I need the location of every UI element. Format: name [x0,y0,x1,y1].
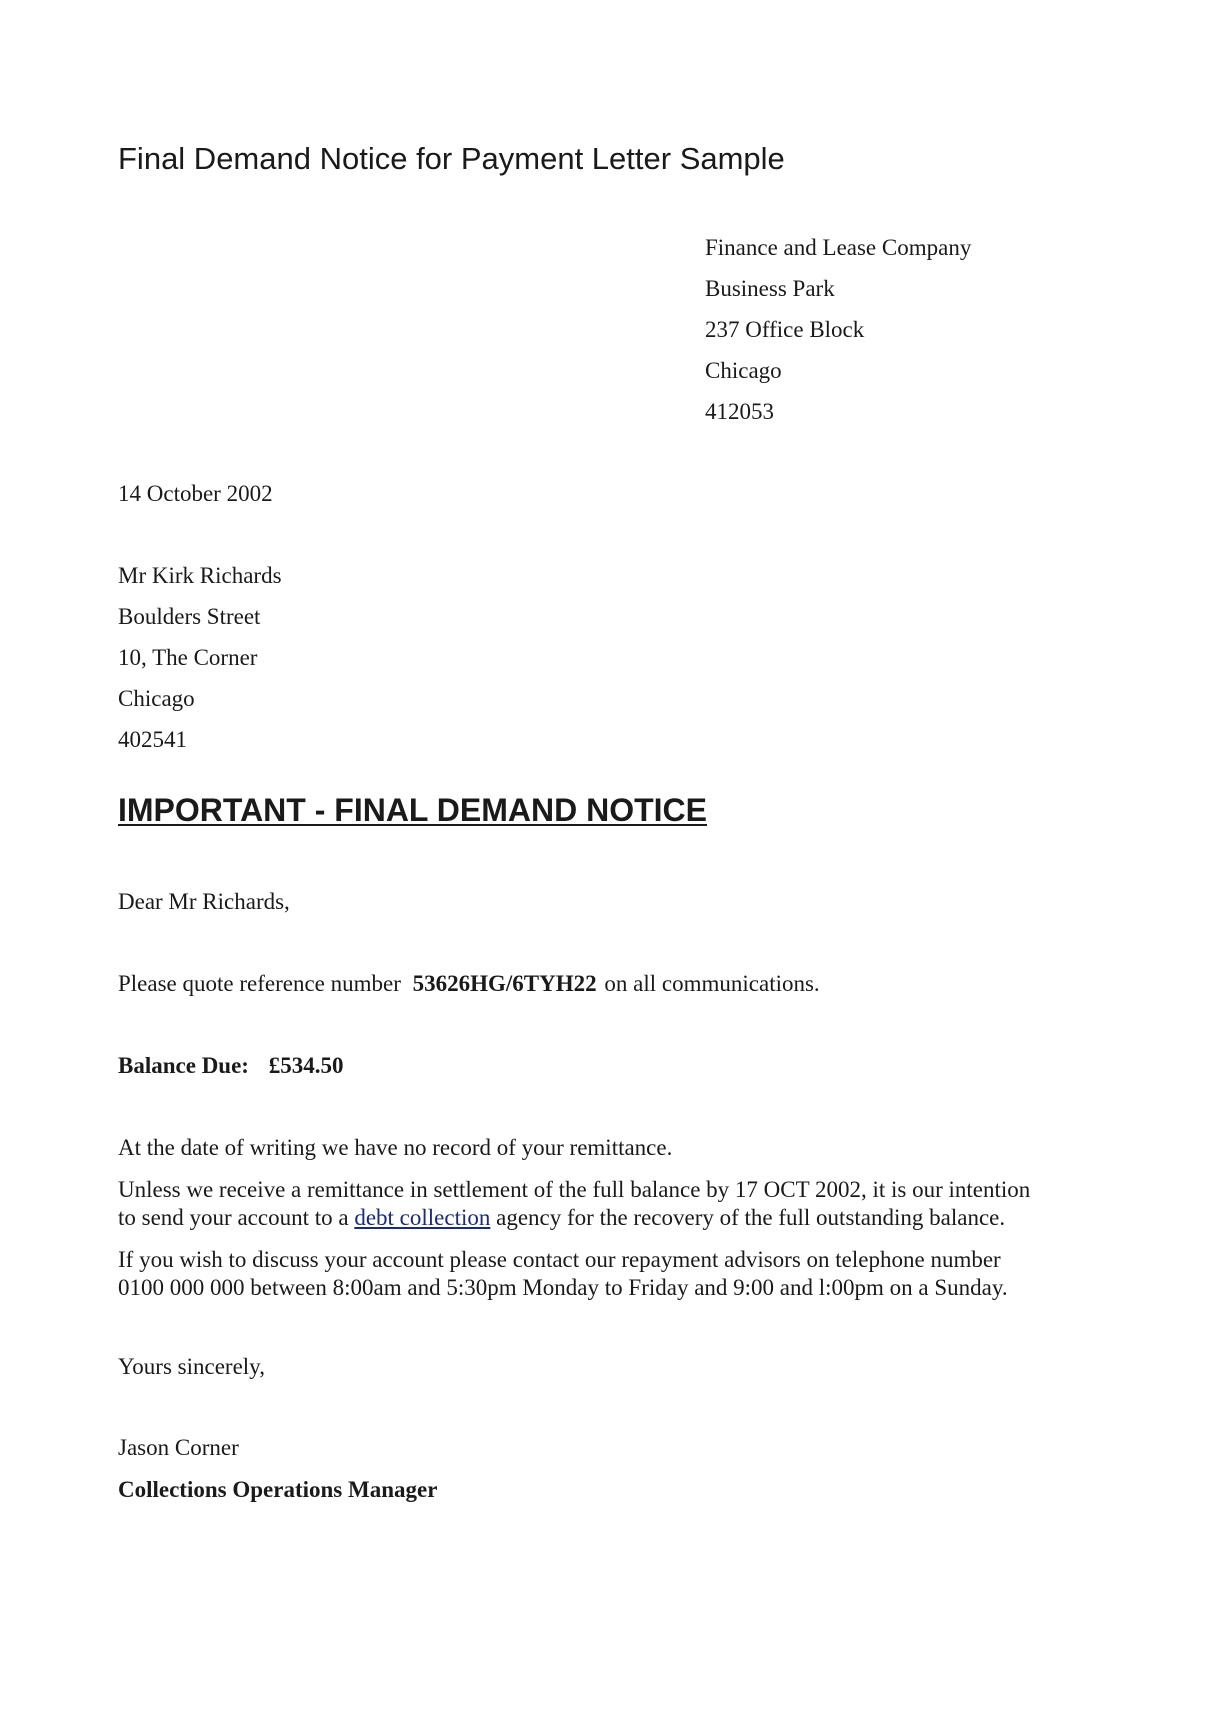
para2-line2-before: to send your account to a [118,1205,349,1230]
balance-due-line [118,1052,343,1080]
signature-name: Jason Corner [118,1435,239,1460]
balance-label: Balance Due: [118,1053,249,1078]
recipient-postcode: 402541 [118,727,187,752]
para3-line2: 0100 000 000 between 8:00am and 5:30pm Monday to Friday and 9:00 and l:00pm on a Sunday. [118,1275,1008,1300]
letter-date: 14 October 2002 [118,481,273,506]
recipient-address-line2: 10, The Corner [118,645,258,670]
reference-suffix: on all communications. [604,971,820,996]
document-title: Final Demand Notice for Payment Letter Sample [118,141,785,176]
recipient-city: Chicago [118,686,195,711]
sender-postcode: 412053 [705,399,774,424]
body-paragraph-2 [118,1176,1118,1232]
body-paragraph-3 [118,1246,1118,1302]
signature-title: Collections Operations Manager [118,1477,438,1502]
para3-line1: If you wish to discuss your account please contact our repayment advisors on telephone number [118,1247,1001,1272]
sender-city: Chicago [705,358,782,383]
reference-prefix: Please quote reference number [118,971,401,996]
para2-line2-after: agency for the recovery of the full outstanding balance. [496,1205,1006,1230]
balance-amount: £534.50 [268,1053,344,1078]
salutation: Dear Mr Richards, [118,889,290,914]
debt-collection-link[interactable]: debt collection [354,1205,491,1230]
closing: Yours sincerely, [118,1354,265,1379]
sender-address-block [705,234,971,439]
sender-address-line2: 237 Office Block [705,317,865,342]
notice-headline: IMPORTANT - FINAL DEMAND NOTICE [118,792,707,828]
sender-address-line1: Business Park [705,276,835,301]
reference-number: 53626HG/6TYH22 [412,971,597,996]
para1-text: At the date of writing we have no record of your remittance. [118,1135,673,1160]
sender-company: Finance and Lease Company [705,235,972,260]
recipient-name: Mr Kirk Richards [118,563,282,588]
para2-line1: Unless we receive a remittance in settlement of the full balance by 17 OCT 2002, it is our intention [118,1177,1031,1202]
reference-line [118,970,820,998]
recipient-address-line1: Boulders Street [118,604,261,629]
recipient-address-block [118,562,282,767]
body-paragraph-1 [118,1134,1118,1162]
para2-line2 [118,1204,1118,1232]
